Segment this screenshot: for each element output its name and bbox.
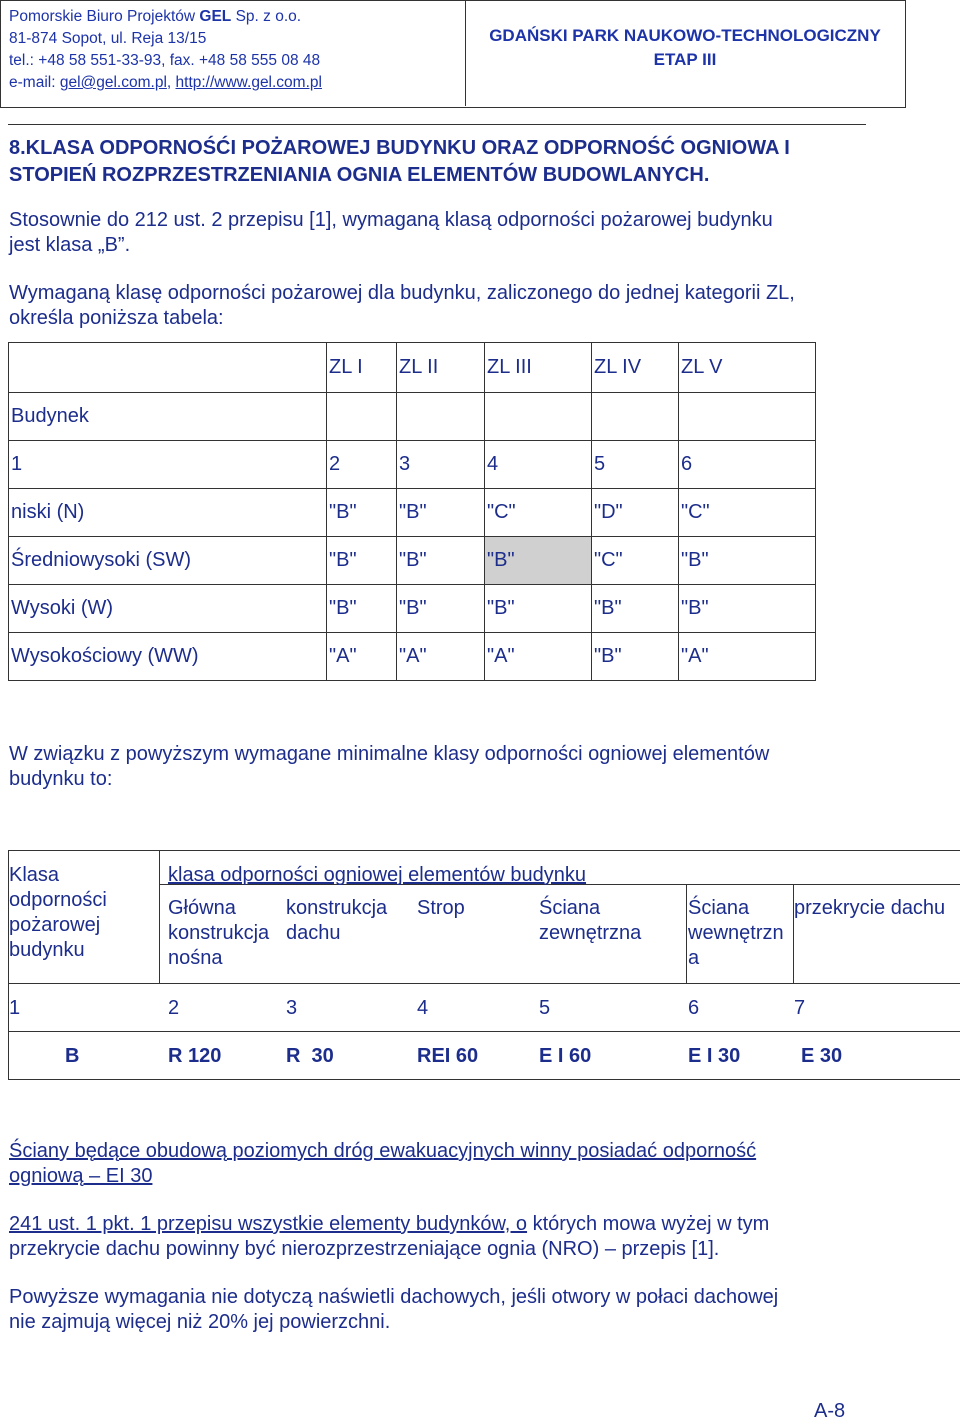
table1-col-header: ZL III: [485, 343, 592, 393]
company-name: Pomorskie Biuro Projektów GEL Sp. z o.o.: [9, 8, 302, 25]
table1-col-header: ZL IV: [592, 343, 679, 393]
company-phones: tel.: +48 58 551-33-93, fax. +48 58 555 08 48: [9, 52, 321, 69]
company-info: [9, 6, 322, 94]
table1-col-header: ZL II: [397, 343, 485, 393]
col-roof-structure: konstrukcja dachu: [286, 897, 388, 944]
table1-num: 6: [679, 441, 816, 489]
paragraph-1: Stosownie do 212 ust. 2 przepisu [1], wymaganą klasą odporności pożarowej budynku jest klasa „B”.: [9, 209, 773, 256]
table1-corner-top: [9, 343, 327, 393]
paragraph-2: Wymaganą klasę odporności pożarowej dla budynku, zaliczonego do jednej kategorii ZL, określa poniższa tabela:: [9, 282, 795, 329]
col-external-wall: Ściana zewnętrzna: [539, 897, 642, 944]
col-roof-cover: przekrycie dachu: [794, 897, 946, 919]
element-resistance-table: Klasa odporności pożarowej budynku klasa odporności ogniowej elementów budynku Główna konstrukcja nośna konstrukcja dachu Strop Ściana zewnętrzna Ściana wewnętrzn a przekrycie dachu 1 2 3 4 5 6 7 B R 120 R 30 REI 60 E I 60 E I 30 E 30: [8, 850, 960, 1080]
table1-num: 1: [9, 441, 327, 489]
col-main-structure: Główna konstrukcja nośna: [168, 897, 270, 969]
paragraph-4: Ściany będące obudową poziomych dróg ewakuacyjnych winny posiadać odporność ogniową – EI 30: [9, 1140, 757, 1187]
table-row: Wysoki (W) "B" "B" "B" "B" "B": [9, 585, 816, 633]
table1-num: 2: [327, 441, 397, 489]
table-row: Wysokościowy (WW) "A" "A" "A" "B" "A": [9, 633, 816, 681]
paragraph-6: Powyższe wymagania nie dotyczą naświetli dachowych, jeśli otwory w połaci dachowej nie zajmują więcej niż 20% jej powierzchni.: [9, 1286, 779, 1333]
col-internal-wall: Ściana wewnętrzn a: [688, 897, 784, 969]
building-class-value: B: [65, 1045, 80, 1067]
table1-num: 3: [397, 441, 485, 489]
table1-col-header: ZL V: [679, 343, 816, 393]
table1-col-header: ZL I: [327, 343, 397, 393]
paragraph-3: W związku z powyższym wymagane minimalne klasy odporności ogniowej elementów budynku to:: [9, 743, 770, 790]
paragraph-5: 241 ust. 1 pkt. 1 przepisu wszystkie elementy budynków, o których mowa wyżej w tym przekrycie dachu powinny być nierozprzestrzeniające ognia (NRO) – przepis [1].: [9, 1213, 770, 1260]
company-address: 81-874 Sopot, ul. Reja 13/15: [9, 30, 207, 47]
section-title: 8.KLASA ODPORNOŚĆI POŻAROWEJ BUDYNKU ORAZ ODPORNOŚĆ OGNIOWA I STOPIEŃ ROZPRZESTRZENIANIA OGNIA ELEMENTÓW BUDOWLANYCH.: [9, 137, 790, 186]
email-link[interactable]: gel@gel.com.pl: [59, 74, 167, 91]
table1-num: 5: [592, 441, 679, 489]
table1-num: 4: [485, 441, 592, 489]
table-row: niski (N) "B" "B" "C" "D" "C": [9, 489, 816, 537]
fire-class-table: [8, 342, 816, 681]
page-number: A-8: [814, 1400, 846, 1422]
class-header: Klasa odporności pożarowej budynku: [9, 864, 107, 961]
highlighted-cell: "B": [485, 537, 592, 585]
company-contact: e-mail: gel@gel.com.pl, http://www.gel.com.pl: [9, 74, 322, 91]
project-title: GDAŃSKI PARK NAUKOWO-TECHNOLOGICZNY ETAP III: [489, 26, 881, 69]
header-rule: [8, 124, 866, 125]
table1-corner-label: Budynek: [9, 393, 327, 441]
col-ceiling: Strop: [417, 897, 465, 919]
table-row: Średniowysoki (SW) "B" "B" "B" "C" "B": [9, 537, 816, 585]
group-header: klasa odporności ogniowej elementów budynku: [168, 864, 587, 886]
website-link[interactable]: http://www.gel.com.pl: [175, 74, 322, 91]
